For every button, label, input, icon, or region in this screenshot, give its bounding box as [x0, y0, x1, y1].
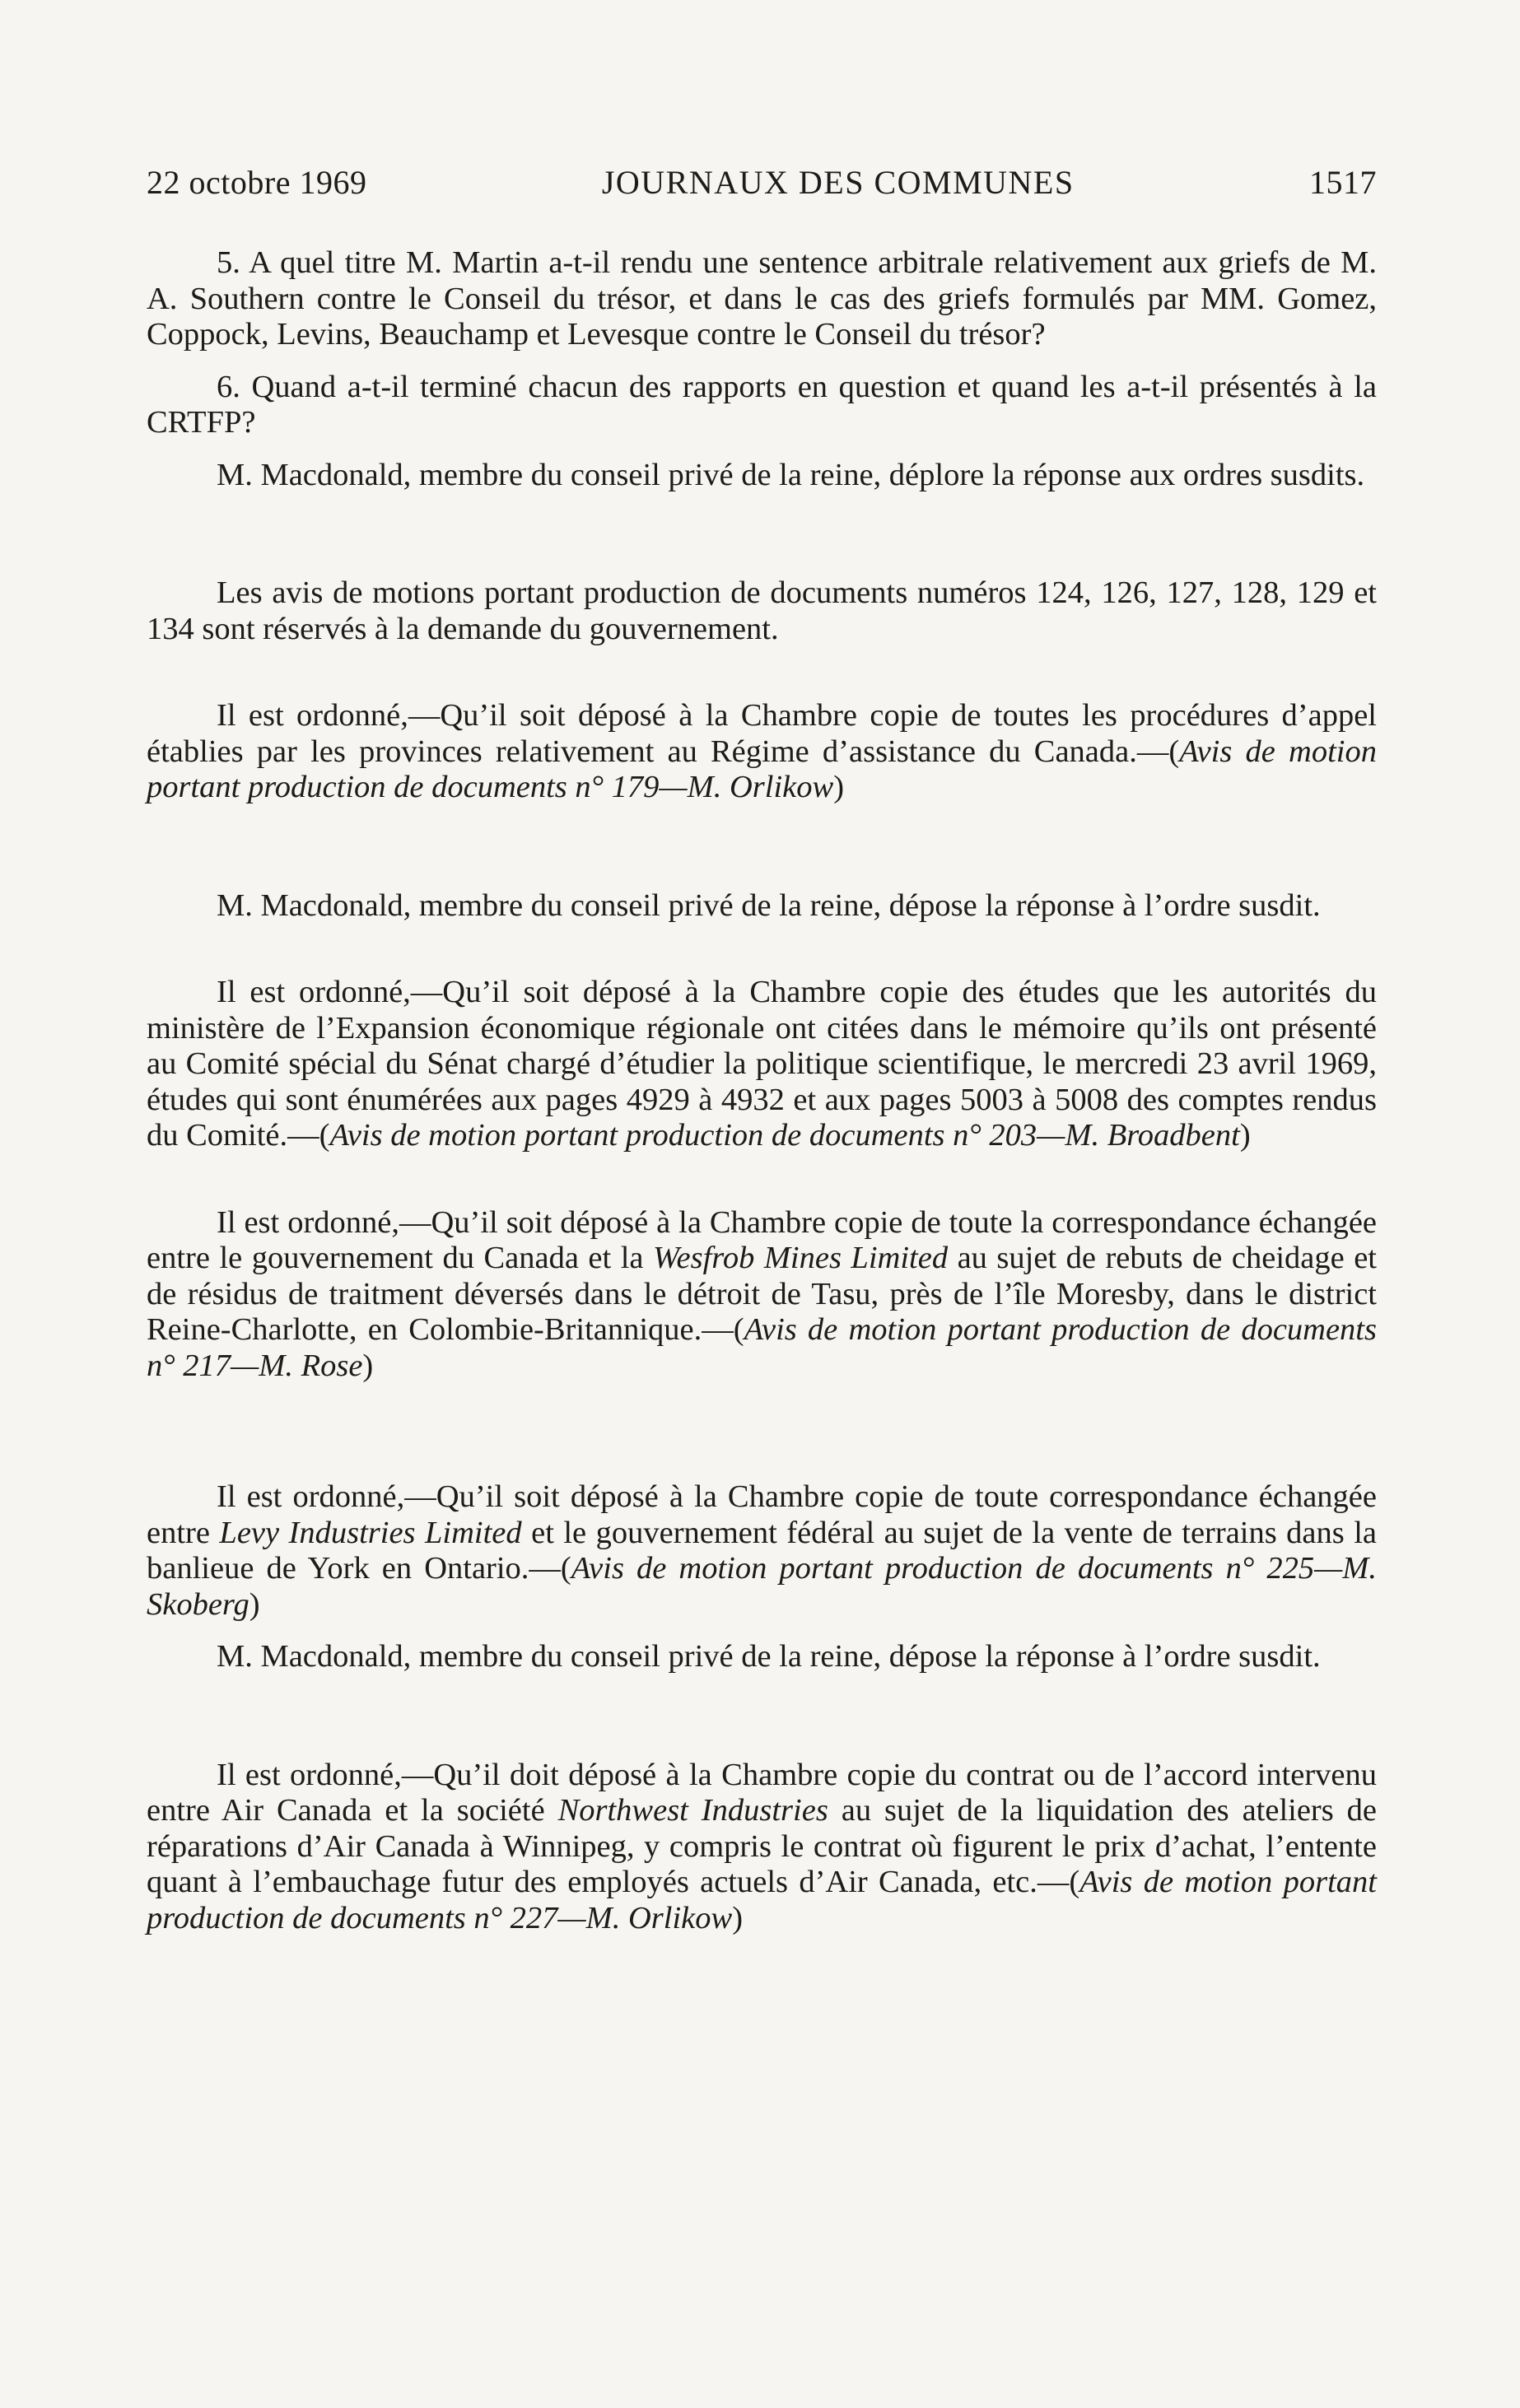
order-227-citation: Avis de motion portant production de documents n° 227—M. Orlikow	[147, 1865, 1377, 1935]
order-225-text-1: Il est ordonné,—Qu’il soit déposé à la Chambre copie de toute correspondance échangée entre	[147, 1479, 1377, 1550]
order-225-citation: Avis de motion portant production de documents n° 225—M. Skoberg	[147, 1551, 1377, 1622]
order-225	[147, 1479, 1377, 1623]
reply-179: M. Macdonald, membre du conseil privé de la reine, dépose la réponse à l’ordre susdit.	[217, 887, 1321, 923]
order-179-text: Il est ordonné,—Qu’il soit déposé à la Chambre copie de toutes les procédures d’appel établies par les provinces relativement au Régime d’assistance du Canada.—(	[147, 698, 1377, 769]
order-217-close: )	[362, 1348, 374, 1383]
order-227	[147, 1758, 1377, 1937]
order-203	[147, 975, 1377, 1154]
reply-225: M. Macdonald, membre du conseil privé de la reine, dépose la réponse à l’ordre susdit.	[217, 1639, 1321, 1674]
order-203-text: Il est ordonné,—Qu’il soit déposé à la Chambre copie des études que les autorités du ministère de l’Expansion économique régionale ont citées dans le mémoire qu’ils ont présenté au Comité spécial du Sénat chargé d’étudier la politique scientifique, le mercredi 23 avril 1969, études qui sont énumérées aux pages 4929 à 4932 et aux pages 5003 à 5008 des comptes rendus du Comité.—(	[147, 975, 1377, 1153]
order-227-company: Northwest Industries	[557, 1793, 828, 1828]
header-date: 22 octobre 1969	[147, 164, 367, 201]
order-227-text-2: au sujet de la liquidation des ateliers de réparations d’Air Canada à Winnipeg, y compris le contrat où figurent le prix d’achat, l’entente quant à l’embauchage futur des employés actuels d’Air Canada, etc.—(	[147, 1793, 1377, 1899]
reply-deplore: M. Macdonald, membre du conseil privé de la reine, déplore la réponse aux ordres susdits.	[217, 457, 1365, 492]
order-225-company: Levy Industries Limited	[219, 1515, 522, 1550]
question-6: 6. Quand a-t-il terminé chacun des rapports en question et quand les a-t-il présentés à la CRTFP?	[147, 369, 1377, 440]
order-179-citation: Avis de motion portant production de documents n° 179—M. Orlikow	[147, 734, 1377, 804]
header-title: JOURNAUX DES COMMUNES	[601, 164, 1075, 201]
page-header	[147, 163, 1377, 202]
order-217-text-1: Il est ordonné,—Qu’il soit déposé à la Chambre copie de toute la correspondance échangée entre le gouvernement du Canada et la	[147, 1204, 1377, 1275]
order-179-close: )	[833, 770, 845, 804]
order-227-text-1: Il est ordonné,—Qu’il doit déposé à la Chambre copie du contrat ou de l’accord intervenu entre Air Canada et la société	[147, 1757, 1377, 1828]
question-5: 5. A quel titre M. Martin a-t-il rendu une sentence arbitrale relativement aux griefs de M. A. Southern contre le Conseil du trésor, et dans le cas des griefs formulés par MM. Gomez, Coppock, Levins, Beauchamp et Levesque contre le Conseil du trésor?	[147, 245, 1377, 352]
order-203-citation: Avis de motion portant production de documents n° 203—M. Broadbent	[329, 1118, 1240, 1153]
order-217-text-2: au sujet de rebuts de cheidage et de résidus de traitment déversés dans le détroit de Tasu, près de l’île Moresby, dans le district Reine-Charlotte, en Colombie-Britannique.—(	[147, 1241, 1377, 1347]
order-217-citation: Avis de motion portant production de documents n° 217—M. Rose	[147, 1312, 1377, 1383]
order-225-text-2: et le gouvernement fédéral au sujet de la vente de terrains dans la banlieue de York en Ontario.—(	[147, 1515, 1377, 1586]
order-179	[147, 698, 1377, 806]
order-203-close: )	[1239, 1118, 1251, 1153]
order-217	[147, 1205, 1377, 1385]
reserved-notices: Les avis de motions portant production de documents numéros 124, 126, 127, 128, 129 et 134 sont réservés à la demande du gouvernement.	[147, 575, 1377, 646]
order-217-company: Wesfrob Mines Limited	[652, 1241, 949, 1275]
header-page-number: 1517	[1309, 164, 1377, 201]
order-227-close: )	[732, 1900, 744, 1935]
order-225-close: )	[249, 1586, 260, 1622]
page-body	[147, 245, 1377, 1936]
